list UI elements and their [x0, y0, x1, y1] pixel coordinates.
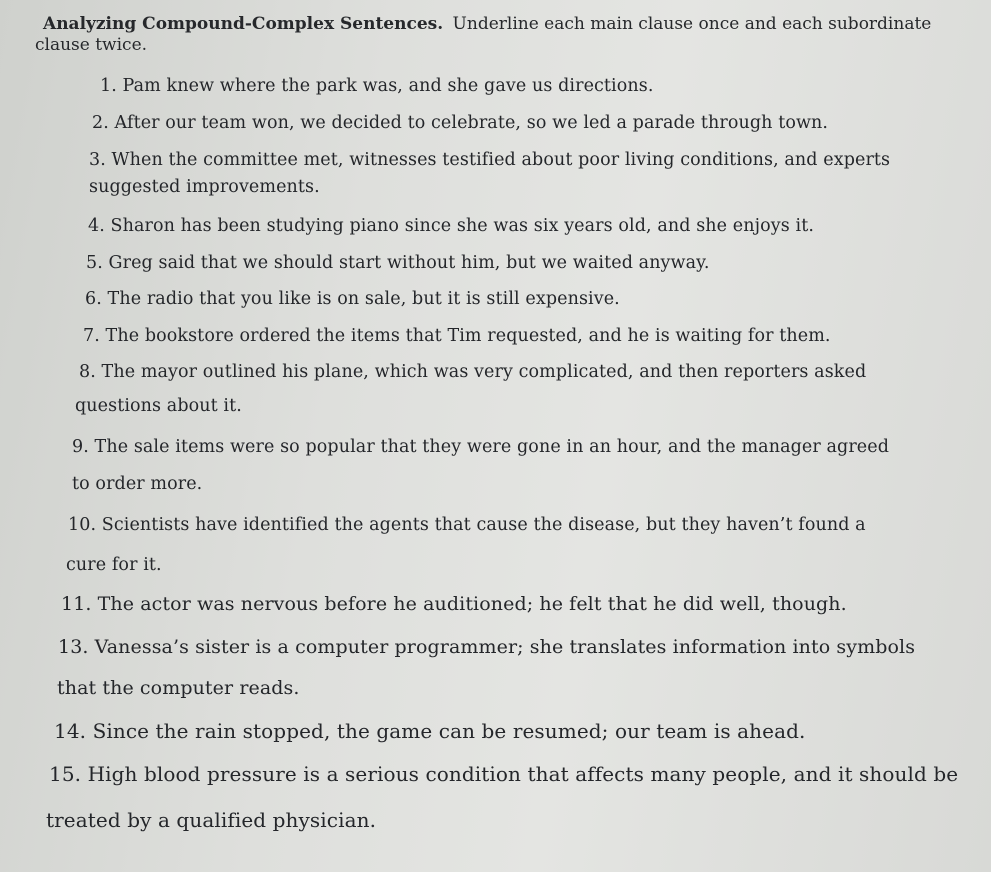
sentence-3-continued: suggested improvements.	[89, 177, 320, 197]
sentence-3: 3. When the committee met, witnesses testified about poor living conditions, and experts	[89, 150, 891, 170]
sentence-7: 7. The bookstore ordered the items that Tim requested, and he is waiting for them.	[83, 326, 831, 346]
heading-title: Analyzing Compound-Complex Sentences.	[43, 14, 444, 34]
sentence-10: 10. Scientists have identified the agents that cause the disease, but they haven’t found a	[68, 515, 866, 535]
worksheet-heading	[35, 14, 955, 56]
sentence-8: 8. The mayor outlined his plane, which was very complicated, and then reporters asked	[79, 362, 867, 382]
sentence-15: 15. High blood pressure is a serious condition that affects many people, and it should be	[49, 762, 959, 786]
sentence-15-continued: treated by a qualified physician.	[46, 808, 377, 832]
sentence-5: 5. Greg said that we should start without him, but we waited anyway.	[86, 253, 710, 273]
sentence-13: 13. Vanessa’s sister is a computer programmer; she translates information into symbols	[58, 636, 916, 658]
sentence-8-continued: questions about it.	[75, 396, 242, 416]
heading-instruction: Underline each main clause once and each subordinate	[452, 14, 932, 34]
sentence-9-continued: to order more.	[72, 474, 203, 494]
sentence-9: 9. The sale items were so popular that they were gone in an hour, and the manager agreed	[72, 437, 890, 457]
sentence-2: 2. After our team won, we decided to celebrate, so we led a parade through town.	[92, 113, 829, 133]
sentence-13-continued: that the computer reads.	[57, 677, 300, 699]
sentence-6: 6. The radio that you like is on sale, but it is still expensive.	[85, 289, 620, 309]
sentence-1: 1. Pam knew where the park was, and she gave us directions.	[100, 76, 654, 96]
sentence-14: 14. Since the rain stopped, the game can be resumed; our team is ahead.	[54, 719, 806, 743]
sentence-4: 4. Sharon has been studying piano since she was six years old, and she enjoys it.	[88, 216, 814, 236]
heading-instruction-continued: clause twice.	[35, 35, 148, 55]
sentence-11: 11. The actor was nervous before he auditioned; he felt that he did well, though.	[61, 593, 847, 615]
sentence-10-continued: cure for it.	[66, 555, 162, 575]
